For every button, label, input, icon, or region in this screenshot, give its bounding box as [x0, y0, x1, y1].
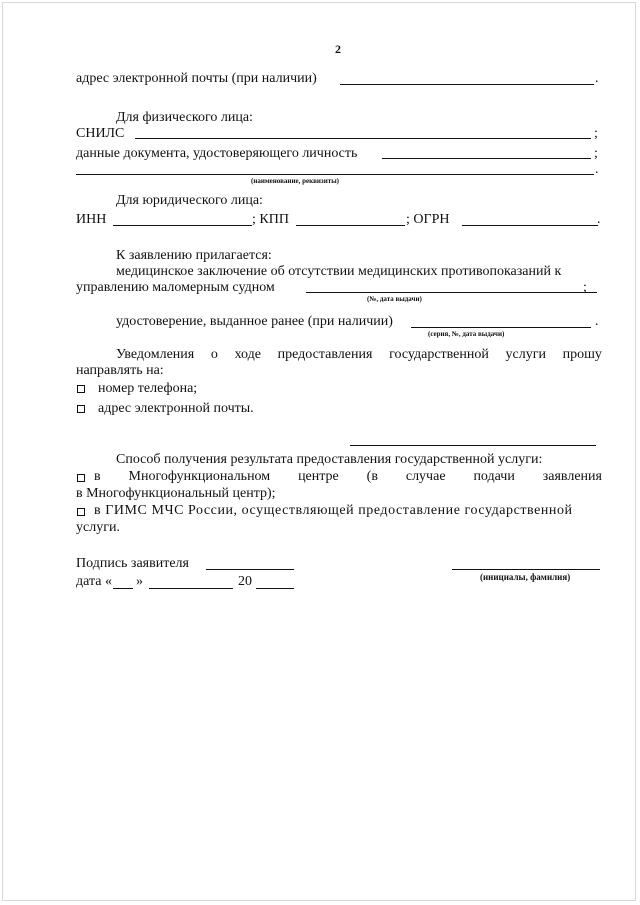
notifications-word: Уведомления [116, 347, 195, 362]
medical-line1: медицинское заключение об отсутствии медицинских противопоказаний к [116, 264, 562, 279]
signature-label: Подпись заявителя [76, 556, 189, 571]
date-month-field[interactable] [149, 588, 233, 589]
notifications-word: предоставления [277, 347, 373, 362]
inn-field[interactable] [113, 225, 252, 226]
mfc-line1 [94, 469, 602, 485]
email-option-label: адрес электронной почты. [98, 401, 254, 416]
notifications-word: ходе [234, 347, 261, 362]
gims-line1: в ГИМС МЧС России, осуществляющей предоставление государственной [94, 503, 573, 518]
email-field[interactable] [340, 84, 594, 85]
certificate-period: . [595, 314, 599, 329]
certificate-label: удостоверение, выданное ранее (при наличии) [116, 314, 393, 329]
result-separator-line [350, 445, 596, 446]
legal-heading: Для юридического лица: [116, 193, 263, 208]
notifications-word: о [210, 347, 218, 362]
notifications-word: государственной [389, 347, 489, 362]
mfc-word: заявления [542, 469, 602, 484]
ogrn-period: . [597, 212, 601, 227]
snils-field[interactable] [135, 138, 591, 139]
date-year-prefix: 20 [238, 574, 252, 589]
ogrn-label: ; ОГРН [406, 212, 450, 227]
medical-semicolon: ; [583, 280, 587, 295]
email-period: . [595, 71, 599, 86]
phone-option-label: номер телефона; [98, 381, 198, 396]
kpp-label: ; КПП [252, 212, 289, 227]
date-label-close: » [136, 574, 143, 589]
email-checkbox[interactable] [77, 405, 85, 413]
snils-semicolon: ; [594, 126, 598, 141]
phone-checkbox[interactable] [77, 385, 85, 393]
mfc-word: Многофункциональном [128, 469, 271, 484]
mfc-word: центре [298, 469, 339, 484]
id-doc-caption: (наименование, реквизиты) [251, 177, 340, 185]
id-doc-period: . [595, 162, 599, 177]
page-number: 2 [335, 42, 341, 56]
inn-label: ИНН [76, 212, 107, 227]
certificate-field[interactable] [411, 327, 591, 328]
id-doc-semicolon: ; [594, 146, 598, 161]
gims-line2: услуги. [76, 520, 120, 535]
medical-caption: (№, дата выдачи) [367, 295, 422, 303]
date-label-open: дата « [76, 574, 112, 589]
notifications-line1 [116, 347, 602, 363]
attachments-heading: К заявлению прилагается: [116, 248, 272, 263]
date-year-field[interactable] [256, 588, 294, 589]
mfc-line2: в Многофункциональный центр); [76, 486, 276, 501]
snils-label: СНИЛС [76, 126, 125, 141]
id-doc-label: данные документа, удостоверяющего личность [76, 146, 358, 161]
date-day-field[interactable] [113, 588, 133, 589]
email-label: адрес электронной почты (при наличии) [76, 71, 317, 86]
notifications-word: прошу [562, 347, 602, 362]
signature-field[interactable] [206, 569, 294, 570]
ogrn-field[interactable] [462, 225, 598, 226]
kpp-field[interactable] [296, 225, 405, 226]
certificate-caption: (серия, №, дата выдачи) [428, 330, 505, 338]
notifications-line2: направлять на: [76, 363, 164, 378]
initials-field[interactable] [452, 569, 600, 570]
result-heading: Способ получения результата предоставления государственной услуги: [116, 452, 543, 467]
mfc-word: случае [405, 469, 446, 484]
id-doc-field-line2[interactable] [76, 174, 594, 175]
medical-line2: управлению маломерным судном [76, 280, 275, 295]
initials-caption: (инициалы, фамилия) [480, 572, 571, 582]
id-doc-field[interactable] [382, 158, 591, 159]
gims-checkbox[interactable] [77, 508, 85, 516]
mfc-checkbox[interactable] [77, 474, 85, 482]
medical-field[interactable] [306, 292, 597, 293]
notifications-word: услуги [505, 347, 546, 362]
mfc-word: подачи [473, 469, 515, 484]
individual-heading: Для физического лица: [116, 110, 253, 125]
mfc-word: (в [366, 469, 378, 484]
mfc-word: в [94, 469, 101, 484]
